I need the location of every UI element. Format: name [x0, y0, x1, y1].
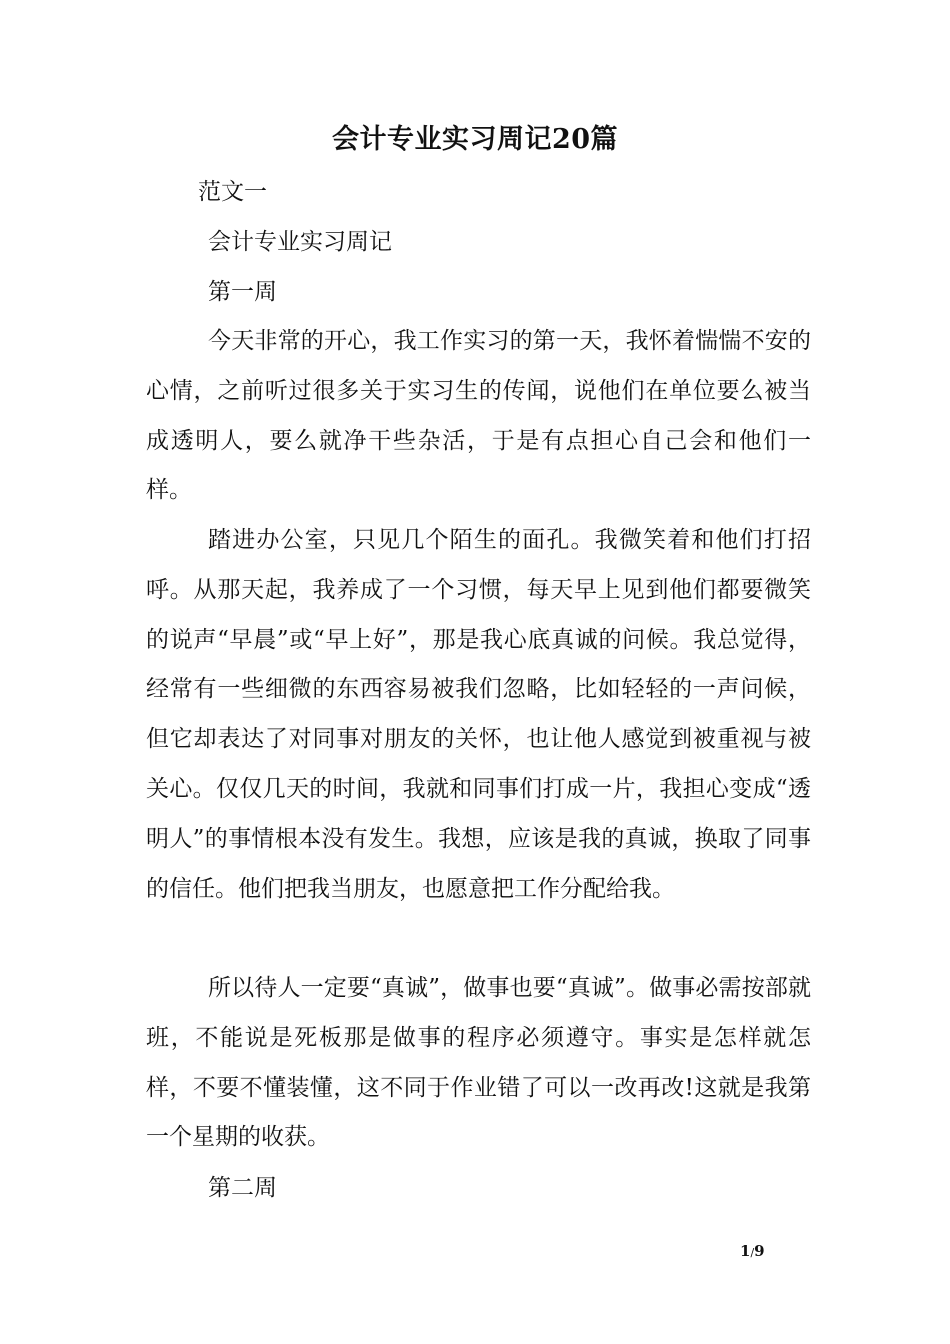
- document-title: 会计专业实习周记20篇: [331, 124, 619, 155]
- paragraph-3: 所以待人一定要“真诚”，做事也要“真诚”。做事必需按部就班，不能说是死板那是做事的程序必须遵守。事实是怎样就怎样，不要不懂装懂，这不同于作业错了可以一改再改!这就是我第一个星期的收获。: [146, 975, 811, 1151]
- week-1-label: 第一周: [208, 279, 277, 305]
- page-current: 1: [740, 1242, 751, 1260]
- page-number: [740, 1242, 790, 1260]
- page-separator: /: [750, 1246, 755, 1259]
- paragraph-1: 今天非常的开心，我工作实习的第一天，我怀着惴惴不安的心情，之前听过很多关于实习生的传闻，说他们在单位要么被当成透明人，要么就净干些杂活，于是有点担心自己会和他们一样。: [146, 328, 811, 504]
- section-label: 范文一: [198, 179, 267, 205]
- week-2-label: 第二周: [208, 1175, 277, 1201]
- subtitle: 会计专业实习周记: [208, 229, 392, 255]
- page-total: 9: [754, 1242, 765, 1260]
- paragraph-2: 踏进办公室，只见几个陌生的面孔。我微笑着和他们打招呼。从那天起，我养成了一个习惯，每天早上见到他们都要微笑的说声“早晨”或“早上好”，那是我心底真诚的问候。我总觉得，经常有一些细微的东西容易被我们忽略，比如轻轻的一声问候，但它却表达了对同事对朋友的关怀，也让他人感觉到被重视与被关心。仅仅几天的时间，我就和同事们打成一片，我担心变成“透明人”的事情根本没有发生。我想，应该是我的真诚，换取了同事的信任。他们把我当朋友，也愿意把工作分配给我。: [146, 527, 811, 902]
